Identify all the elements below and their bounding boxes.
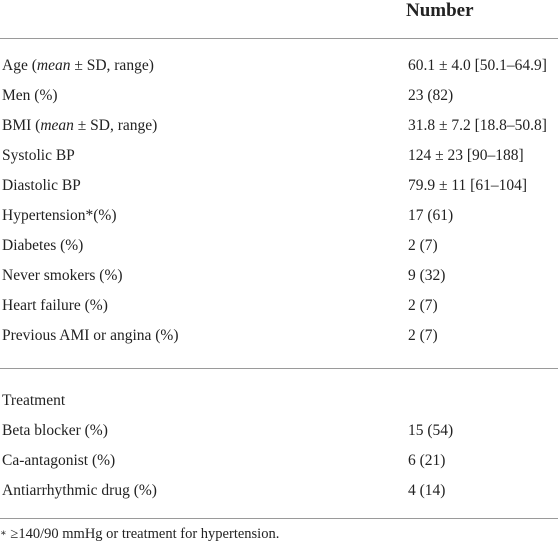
row-value: 15 (54) xyxy=(408,422,454,439)
row-label: BMI (mean ± SD, range) xyxy=(2,117,158,134)
row-value: 2 (7) xyxy=(408,237,438,254)
row-value: 4 (14) xyxy=(408,482,446,499)
section-label: Treatment xyxy=(2,392,66,409)
table-row xyxy=(0,81,558,111)
row-label: Antiarrhythmic drug (%) xyxy=(2,482,157,499)
row-value: 2 (7) xyxy=(408,297,438,314)
table-row xyxy=(0,171,558,201)
row-value: 60.1 ± 4.0 [50.1–64.9] xyxy=(408,57,547,74)
table-row xyxy=(0,141,558,171)
bottom-rule xyxy=(0,518,558,519)
row-label: Diabetes (%) xyxy=(2,237,84,254)
row-value: 17 (61) xyxy=(408,207,454,224)
table-row xyxy=(0,416,558,446)
row-label: Beta blocker (%) xyxy=(2,422,108,439)
row-value: 9 (32) xyxy=(408,267,446,284)
row-label: Age (mean ± SD, range) xyxy=(2,57,154,74)
row-label: Heart failure (%) xyxy=(2,297,108,314)
footnote-marker: ∗ xyxy=(0,528,7,539)
table-row xyxy=(0,291,558,321)
row-label: Hypertension*(%) xyxy=(2,207,117,224)
table-row xyxy=(0,476,558,506)
header-number: Number xyxy=(406,0,474,21)
row-value: 2 (7) xyxy=(408,327,438,344)
table-row xyxy=(0,231,558,261)
row-label: Men (%) xyxy=(2,87,58,104)
row-label: Diastolic BP xyxy=(2,177,81,194)
row-value: 6 (21) xyxy=(408,452,446,469)
footnote xyxy=(0,524,279,544)
table-row xyxy=(0,446,558,476)
table-row xyxy=(0,321,558,351)
table-row xyxy=(0,51,558,81)
row-value: 23 (82) xyxy=(408,87,454,104)
table-row xyxy=(0,261,558,291)
row-value: 79.9 ± 11 [61–104] xyxy=(408,177,528,194)
section-rule xyxy=(0,368,558,369)
header-rule xyxy=(0,38,558,39)
treatment-heading xyxy=(0,386,558,416)
row-value: 31.8 ± 7.2 [18.8–50.8] xyxy=(408,117,547,134)
row-value: 124 ± 23 [90–188] xyxy=(408,147,524,164)
footnote-text: ≥140/90 mmHg or treatment for hypertension. xyxy=(6,526,280,542)
row-label: Previous AMI or angina (%) xyxy=(2,327,179,344)
table-row xyxy=(0,201,558,231)
row-label: Never smokers (%) xyxy=(2,267,123,284)
table-row xyxy=(0,111,558,141)
row-label: Systolic BP xyxy=(2,147,75,164)
row-label: Ca-antagonist (%) xyxy=(2,452,116,469)
